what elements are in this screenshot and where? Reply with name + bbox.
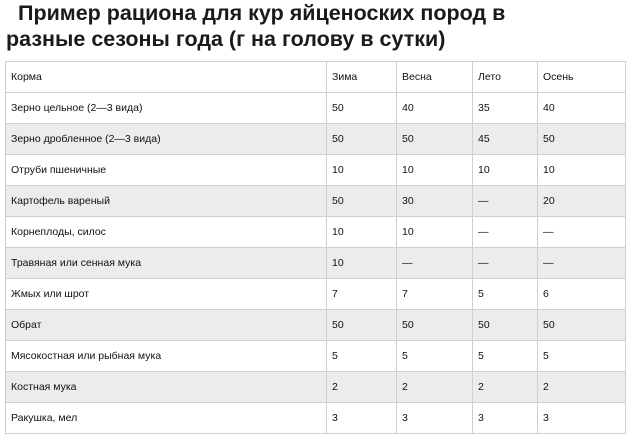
cell-spring: 50 — [397, 124, 473, 155]
cell-feed: Жмых или шрот — [6, 279, 327, 310]
table-header-row — [6, 62, 626, 93]
cell-summer: 5 — [473, 279, 538, 310]
cell-summer: — — [473, 186, 538, 217]
cell-autumn: 40 — [538, 93, 626, 124]
cell-winter: 5 — [327, 341, 397, 372]
cell-spring: 3 — [397, 403, 473, 434]
table-row — [6, 248, 626, 279]
table-row — [6, 279, 626, 310]
cell-feed: Обрат — [6, 310, 327, 341]
cell-spring: 2 — [397, 372, 473, 403]
cell-winter: 2 — [327, 372, 397, 403]
cell-winter: 7 — [327, 279, 397, 310]
cell-autumn: — — [538, 248, 626, 279]
cell-summer: 2 — [473, 372, 538, 403]
cell-summer: 45 — [473, 124, 538, 155]
cell-winter: 50 — [327, 310, 397, 341]
cell-autumn: 5 — [538, 341, 626, 372]
cell-feed: Отруби пшеничные — [6, 155, 327, 186]
cell-spring: 10 — [397, 155, 473, 186]
cell-feed: Зерно дробленное (2—3 вида) — [6, 124, 327, 155]
cell-spring: 50 — [397, 310, 473, 341]
cell-feed: Зерно цельное (2—3 вида) — [6, 93, 327, 124]
cell-summer: 5 — [473, 341, 538, 372]
cell-feed: Травяная или сенная мука — [6, 248, 327, 279]
cell-feed: Корнеплоды, силос — [6, 217, 327, 248]
table-row — [6, 124, 626, 155]
table-row — [6, 186, 626, 217]
table-row — [6, 217, 626, 248]
table-row — [6, 93, 626, 124]
table-row — [6, 310, 626, 341]
header-feed: Корма — [6, 62, 327, 93]
cell-autumn: 20 — [538, 186, 626, 217]
cell-spring: 30 — [397, 186, 473, 217]
cell-autumn: 50 — [538, 310, 626, 341]
cell-autumn: 50 — [538, 124, 626, 155]
cell-autumn: 6 — [538, 279, 626, 310]
cell-winter: 10 — [327, 248, 397, 279]
table-body — [6, 93, 626, 434]
title-line-1: Пример рациона для кур яйценоских пород в — [18, 1, 506, 25]
cell-feed: Костная мука — [6, 372, 327, 403]
table-row — [6, 372, 626, 403]
cell-autumn: 10 — [538, 155, 626, 186]
cell-winter: 3 — [327, 403, 397, 434]
title-line-2: разные сезоны года (г на голову в сутки) — [6, 27, 446, 51]
header-winter: Зима — [327, 62, 397, 93]
cell-summer: 35 — [473, 93, 538, 124]
cell-summer: 50 — [473, 310, 538, 341]
table-row — [6, 341, 626, 372]
header-autumn: Осень — [538, 62, 626, 93]
cell-autumn: 2 — [538, 372, 626, 403]
cell-summer: — — [473, 217, 538, 248]
page-title — [6, 0, 626, 52]
cell-winter: 10 — [327, 155, 397, 186]
cell-winter: 50 — [327, 186, 397, 217]
header-summer: Лето — [473, 62, 538, 93]
table-row — [6, 403, 626, 434]
cell-summer: 3 — [473, 403, 538, 434]
cell-autumn: 3 — [538, 403, 626, 434]
cell-feed: Ракушка, мел — [6, 403, 327, 434]
cell-spring: 40 — [397, 93, 473, 124]
cell-winter: 50 — [327, 124, 397, 155]
cell-feed: Картофель вареный — [6, 186, 327, 217]
cell-spring: 10 — [397, 217, 473, 248]
table-row — [6, 155, 626, 186]
ration-table — [5, 61, 626, 434]
header-spring: Весна — [397, 62, 473, 93]
cell-summer: 10 — [473, 155, 538, 186]
cell-autumn: — — [538, 217, 626, 248]
cell-winter: 10 — [327, 217, 397, 248]
cell-spring: — — [397, 248, 473, 279]
cell-winter: 50 — [327, 93, 397, 124]
cell-summer: — — [473, 248, 538, 279]
cell-feed: Мясокостная или рыбная мука — [6, 341, 327, 372]
cell-spring: 7 — [397, 279, 473, 310]
cell-spring: 5 — [397, 341, 473, 372]
